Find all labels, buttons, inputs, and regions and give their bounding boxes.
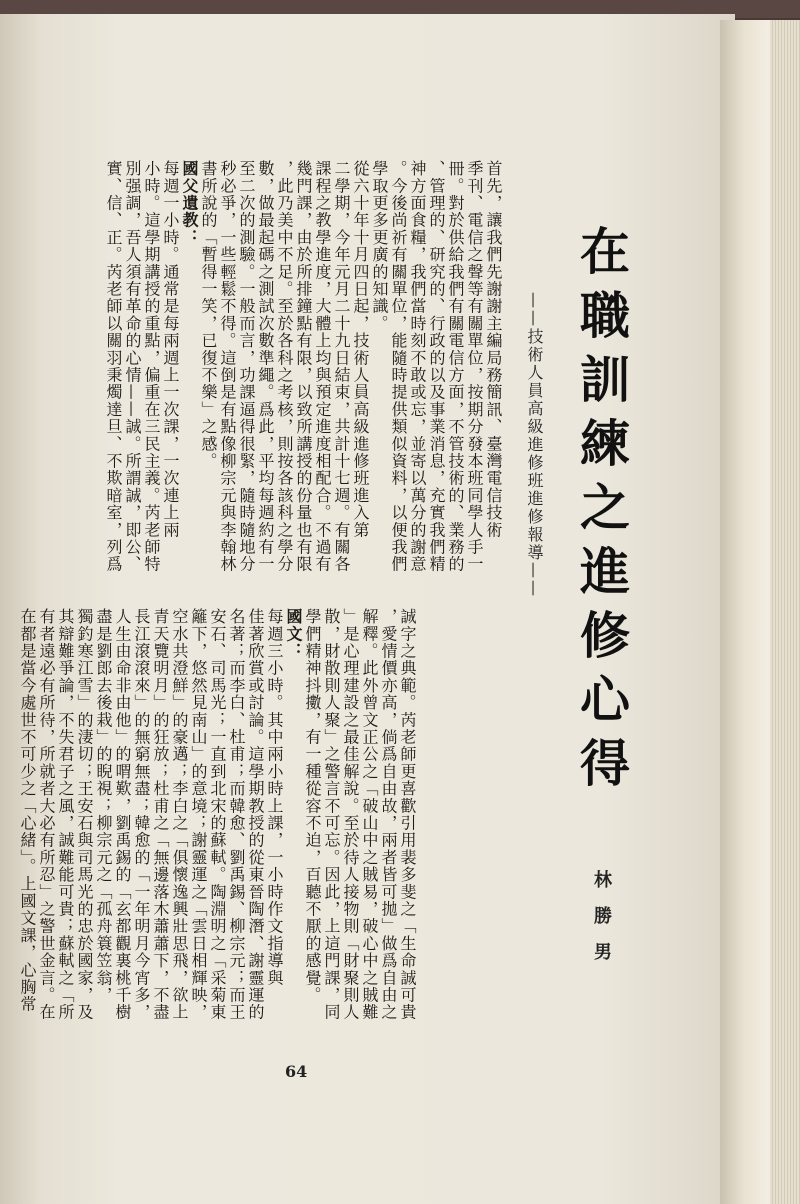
text-line: 在都是當今處世不可少之「心緒」。上國文課，心胸常 bbox=[18, 608, 37, 1013]
text-line: 學們精神抖擻，有一種從容不迫，百聽不厭的感覺。 bbox=[303, 608, 322, 1004]
text-line: 實、信、正。芮老師以關羽秉燭達旦、不欺暗室，列爲 bbox=[104, 160, 123, 573]
text-line: 冊。對於供給我們有關電信方面，不管技術的、業務的 bbox=[446, 160, 465, 573]
text-line: 。今後尚祈有關單位，能隨時提供類似資料，以便我們 bbox=[389, 160, 408, 573]
text-line: 有者遠必有所待，所就者大必有所忍」之警世金言。在 bbox=[37, 608, 56, 1021]
text-line: 誠字之典範。芮老師更喜歡引用裴多斐之「生命誠可貴 bbox=[398, 608, 417, 1021]
lower-text-block bbox=[17, 608, 417, 1048]
text-line: 安石、司馬光；一直到北宋的蘇軾。陶淵明之「采菊東 bbox=[208, 608, 227, 1021]
upper-text-block bbox=[103, 160, 503, 580]
text-line: 學取更多更廣的知識。 bbox=[370, 160, 389, 332]
text-line: ，愛情價亦高，倘爲自由故，兩者皆可拋」做爲自由之 bbox=[379, 608, 398, 1021]
page-edges bbox=[770, 20, 800, 1204]
text-line: 國父遺教： bbox=[180, 160, 199, 246]
text-line: 從六十年十月四日起，技術人員高級進修班進入第 bbox=[351, 160, 370, 539]
text-line: 書所說的「暫得一笑，已復不樂」之感。 bbox=[199, 160, 218, 470]
text-line: 人生由命非由他」的喟歎，劉禹錫的「玄都觀裏桃千樹 bbox=[113, 608, 132, 1021]
text-line: 每週一小時。通常是每兩週上一次課，一次連上兩 bbox=[161, 160, 180, 539]
text-line: 獨釣寒江雪」的淒切；王安石與司馬光的忠於國家，及 bbox=[75, 608, 94, 1021]
text-line: 解釋。此外曾文正公之「破山中之賊易，破心中之賊難 bbox=[360, 608, 379, 1021]
text-line: 佳著欣賞或討論。這學期教授的從東晉陶潛、謝靈運的 bbox=[246, 608, 265, 1021]
text-line: 至二次的測驗。一般而言，功課逼得很緊，隨時隨地分 bbox=[237, 160, 256, 573]
text-line: 二學期，今年元月二十九日結束，共計十七週。有關各 bbox=[332, 160, 351, 573]
text-line: 秒必爭，一些輕鬆不得。這倒是有點像柳宗元與李翰林 bbox=[218, 160, 237, 573]
text-line: 課程之教學進度，大體上均與預定進度相配合。不過有 bbox=[313, 160, 332, 573]
article-subtitle: ——技術人員高級進修班進修報導—— bbox=[525, 292, 544, 598]
article-title: 在職訓練之進修心得 bbox=[572, 225, 631, 801]
text-line: 每週三小時。其中兩小時上課，一小時作文指導與 bbox=[265, 608, 284, 987]
text-line: 名著；而李白、杜甫；而韓愈、劉禹錫、柳宗元；而王 bbox=[227, 608, 246, 1021]
text-line: 長江滾滾來」的無窮無盡；韓愈的「一年明月今宵多， bbox=[132, 608, 151, 1021]
text-line: 盡是劉郎去後栽」的睨視；柳宗元之「孤舟簑笠翁， bbox=[94, 608, 113, 1004]
text-line: 首先，讓我們先謝謝主編局務簡訊、臺灣電信技術 bbox=[484, 160, 503, 539]
text-line: 青天覽明月」的狂放；杜甫之「無邊落木蕭蕭下，不盡 bbox=[151, 608, 170, 1021]
article-author: 林勝男 bbox=[591, 870, 612, 978]
text-line: 數，做最起碼之測試次數準繩。爲此，平均每週約有一 bbox=[256, 160, 275, 573]
text-line: 散，財散則人聚」之警言不可忘。因此，上這門課，同 bbox=[322, 608, 341, 1021]
text-line: 別强調，吾人須有革命的心情——誠。所謂誠，即公、 bbox=[123, 160, 142, 573]
text-line: 季刊、電信之聲等有關單位，按期分發本班同學人手一 bbox=[465, 160, 484, 573]
text-line: 空水共澄鮮」的豪邁；李白之「俱懷逸興壯思飛，欲上 bbox=[170, 608, 189, 1021]
text-line: 小時。這學期講授的重點，偏重在三民主義。芮老師特 bbox=[142, 160, 161, 573]
text-line: 、管理的、研究的、行政的以及事業消息，充實我們精 bbox=[427, 160, 446, 573]
text-line: 其辯難爭論，不失君子之風，誠難能可貴；蘇軾之「所 bbox=[56, 608, 75, 1021]
text-line: 神方面食糧，我們當時刻不敢或忘，並寄以萬分的謝意 bbox=[408, 160, 427, 573]
text-line: ，此乃美中不足。至於各科之考核，則按各該科之學分 bbox=[275, 160, 294, 573]
page-number: 64 bbox=[285, 1062, 308, 1081]
text-line: 國文： bbox=[284, 608, 303, 660]
text-line: 」是心理建設之最佳解說。至於待人接物則「財聚則人 bbox=[341, 608, 360, 1021]
text-line: 幾門課，由於所排鐘點有限，以致所講授的份量也有限 bbox=[294, 160, 313, 573]
text-line: 籬下，悠然見南山」的意境；謝靈運之「雲日相輝映， bbox=[189, 608, 208, 1021]
